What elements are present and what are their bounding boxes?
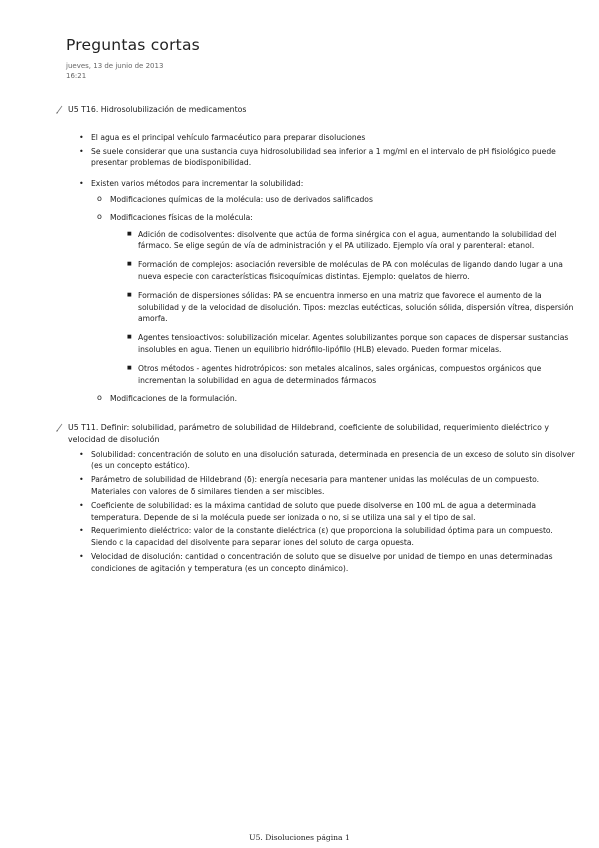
physical-text: Adición de codisolventes: disolvente que actúa de forma sinérgica con el agua, aumentando la solubilidad del fármaco. Se elige según de vía de administración y el PA utilizado. Ejemplo vía oral y parenteral: etanol. [138, 229, 557, 251]
method-text: Modificaciones de la formulación. [110, 394, 238, 404]
definition-text: Velocidad de disolución: cantidad o concentración de soluto que se disuelve por unidad de tiempo en unas determinadas condiciones de agitación y temperatura (es un concepto dinámico). [91, 551, 553, 573]
method-item [97, 211, 575, 387]
physical-item [127, 363, 575, 387]
page-footer: U5. Disoluciones página 1 [249, 833, 350, 842]
square-bullet-icon: ■ [127, 291, 132, 298]
bullet-icon: • [79, 551, 84, 561]
bullet-icon: • [79, 146, 84, 156]
definition-text: Solubilidad: concentración de soluto en una disolución saturada, determinada en presencia de un exceso de soluto sin disolver (es un concepto estático). [91, 449, 575, 471]
definition-item [79, 449, 575, 473]
physical-text: Formación de dispersiones sólidas: PA se encuentra inmerso en una matriz que favorece el aumento de la solubilidad y de la velocidad de disolución. Tipos: mezclas eutécticas, solución sólida, dispersión vítrea, dispersión amorfa. [138, 290, 574, 324]
bullet-icon: • [79, 179, 84, 189]
method-item [97, 193, 575, 206]
definition-item [79, 525, 575, 549]
page-time: 16:21 [66, 72, 87, 80]
bullet-icon: • [79, 132, 84, 142]
physical-item [127, 332, 575, 356]
method-text: Modificaciones químicas de la molécula: uso de derivados salificados [110, 194, 373, 204]
square-bullet-icon: ■ [127, 261, 132, 268]
circle-bullet-icon: o [97, 193, 102, 203]
pencil-icon [55, 422, 65, 432]
page-date: jueves, 13 de junio de 2013 [66, 62, 164, 70]
bullet-icon: • [79, 526, 84, 536]
bullet-icon: • [79, 449, 84, 459]
physical-item [127, 259, 575, 283]
definition-item [79, 474, 575, 498]
list-item-text: Existen varios métodos para incrementar la solubilidad: [91, 179, 304, 189]
section-heading [55, 104, 575, 116]
physical-text: Otros métodos - agentes hidrotrópicos: son metales alcalinos, sales orgánicas, compuestos orgánicos que incrementan la solubilidad en agua de determinados fármacos [138, 363, 542, 385]
physical-item [127, 229, 575, 253]
list-item [79, 178, 575, 405]
pencil-icon [55, 104, 65, 114]
definition-item [79, 500, 575, 524]
section-hidrosolubilizacion [55, 104, 575, 411]
square-bullet-icon: ■ [127, 230, 132, 237]
section-heading-text: U5 T11. Definir: solubilidad, parámetro de solubilidad de Hildebrand, coeficiente de solubilidad, requerimiento dieléctrico y velocidad de disolución [68, 423, 549, 444]
section-heading-text: U5 T16. Hidrosolubilización de medicamentos [68, 105, 247, 114]
bullet-icon: • [79, 500, 84, 510]
definition-text: Coeficiente de solubilidad: es la máxima cantidad de soluto que puede disolverse en 100 mL de agua a determinada temperatura. Depende de si la molécula puede ser ionizada o no, si se utiliza una sal y el tipo de sal. [91, 500, 536, 522]
definition-text: Parámetro de solubilidad de Hildebrand (δ): energía necesaria para mantener unidas las moléculas de un compuesto. Materiales con valores de δ similares tienden a ser miscibles. [91, 475, 540, 496]
circle-bullet-icon: o [97, 393, 102, 403]
section-heading [55, 422, 575, 446]
definition-text: Requerimiento dieléctrico: valor de la constante dieléctrica (ε) que proporciona la solubilidad óptima para un compuesto. Siendo c la capacidad del disolvente para separar iones del soluto de carga opuesta. [91, 526, 553, 548]
list-item [79, 146, 575, 170]
method-item [97, 393, 575, 405]
square-bullet-icon: ■ [127, 334, 132, 341]
bullet-icon: • [79, 475, 84, 485]
page-title: Preguntas cortas [66, 36, 200, 54]
section-definiciones [55, 422, 575, 577]
method-text: Modificaciones físicas de la molécula: [110, 212, 253, 222]
list-item-text: El agua es el principal vehículo farmacéutico para preparar disoluciones [91, 132, 366, 142]
physical-text: Formación de complejos: asociación reversible de moléculas de PA con moléculas de ligando dando lugar a una nueva especie con características fisicoquímicas distintas. Ejemplo: quelatos de hierro. [138, 260, 563, 281]
definition-item [79, 551, 575, 575]
list-item-text: Se suele considerar que una sustancia cuya hidrosolubilidad sea inferior a 1 mg/ml en el intervalo de pH fisiológico puede presentar problemas de biodisponibilidad. [91, 146, 556, 168]
square-bullet-icon: ■ [127, 364, 132, 371]
physical-text: Agentes tensioactivos: solubilización micelar. Agentes solubilizantes porque son capaces de dispersar sustancias insolubles en agua. Tienen un equilibrio hidrófilo-lipófilo (HLB) elevado. Pueden formar micelas. [138, 333, 569, 354]
physical-item [127, 290, 575, 325]
list-item [79, 132, 575, 144]
circle-bullet-icon: o [97, 211, 102, 221]
